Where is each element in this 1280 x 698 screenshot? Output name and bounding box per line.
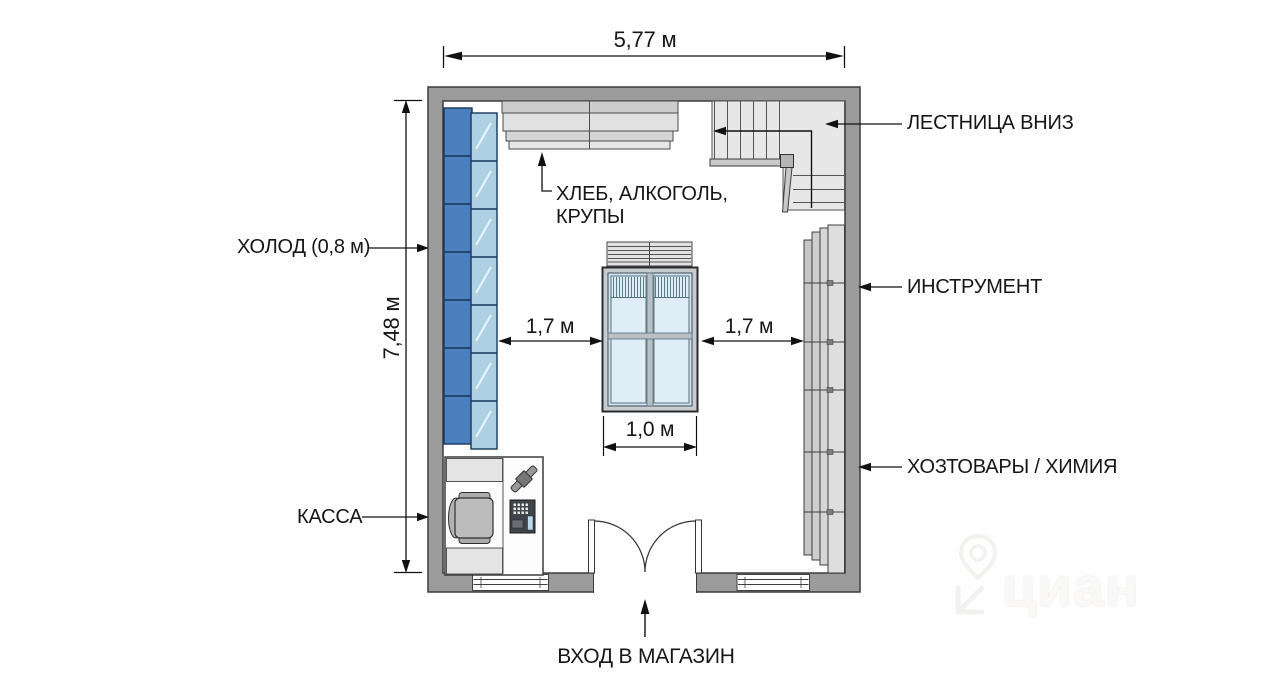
dim-width-arrow-left [444,52,462,60]
leader-bread-arrowhead [538,152,546,166]
cash-desk [445,457,543,575]
shelf-top-bread [502,101,678,149]
label-bread-line1: ХЛЕБ, АЛКОГОЛЬ, [556,183,728,205]
island-display-case [603,242,698,412]
staircase [710,101,845,212]
label-tools: ИНСТРУМЕНТ [907,276,1043,298]
label-entrance: ВХОД В МАГАЗИН [557,645,735,668]
leader-bread [542,164,552,191]
dim-height-arrow-bottom [402,560,410,573]
label-cash: КАССА [297,506,363,528]
island-grille-right [655,277,688,297]
island-grille-left [612,277,645,297]
dim-island-label: 1,0 м [625,418,675,441]
leader-cash-arrowhead [417,513,429,521]
stair-rail-post [781,155,794,168]
entrance-door [589,520,702,573]
watermark-text: циан [1002,555,1140,618]
dim-width-arrow-right [826,52,844,60]
leader-cold-arrowhead [417,244,429,252]
shelving-right-wall [804,225,845,573]
office-chair [449,493,494,544]
label-stairs-down: ЛЕСТНИЦА ВНИЗ [907,112,1074,134]
dim-aisle-left-label: 1,7 м [525,315,575,338]
label-household: ХОЗТОВАРЫ / ХИМИЯ [907,456,1118,478]
window-right [737,575,810,591]
window-left [473,575,549,591]
label-cold: ХОЛОД (0,8 м) [237,236,371,258]
cash-register [510,500,535,533]
dim-height-label: 7,48 м [379,296,404,360]
dim-width-label: 5,77 м [613,27,677,52]
door-opening [594,570,697,594]
label-bread-line2: КРУПЫ [556,206,625,228]
fridge-cold-unit [444,108,497,449]
dim-aisle-right-label: 1,7 м [724,315,774,338]
dim-height-arrow-top [402,100,410,113]
dim-island-arrow-l [603,443,616,451]
dim-island-arrow-r [684,443,697,451]
stair-rail-bar [710,159,791,166]
leader-entrance-arrowhead [641,599,650,614]
